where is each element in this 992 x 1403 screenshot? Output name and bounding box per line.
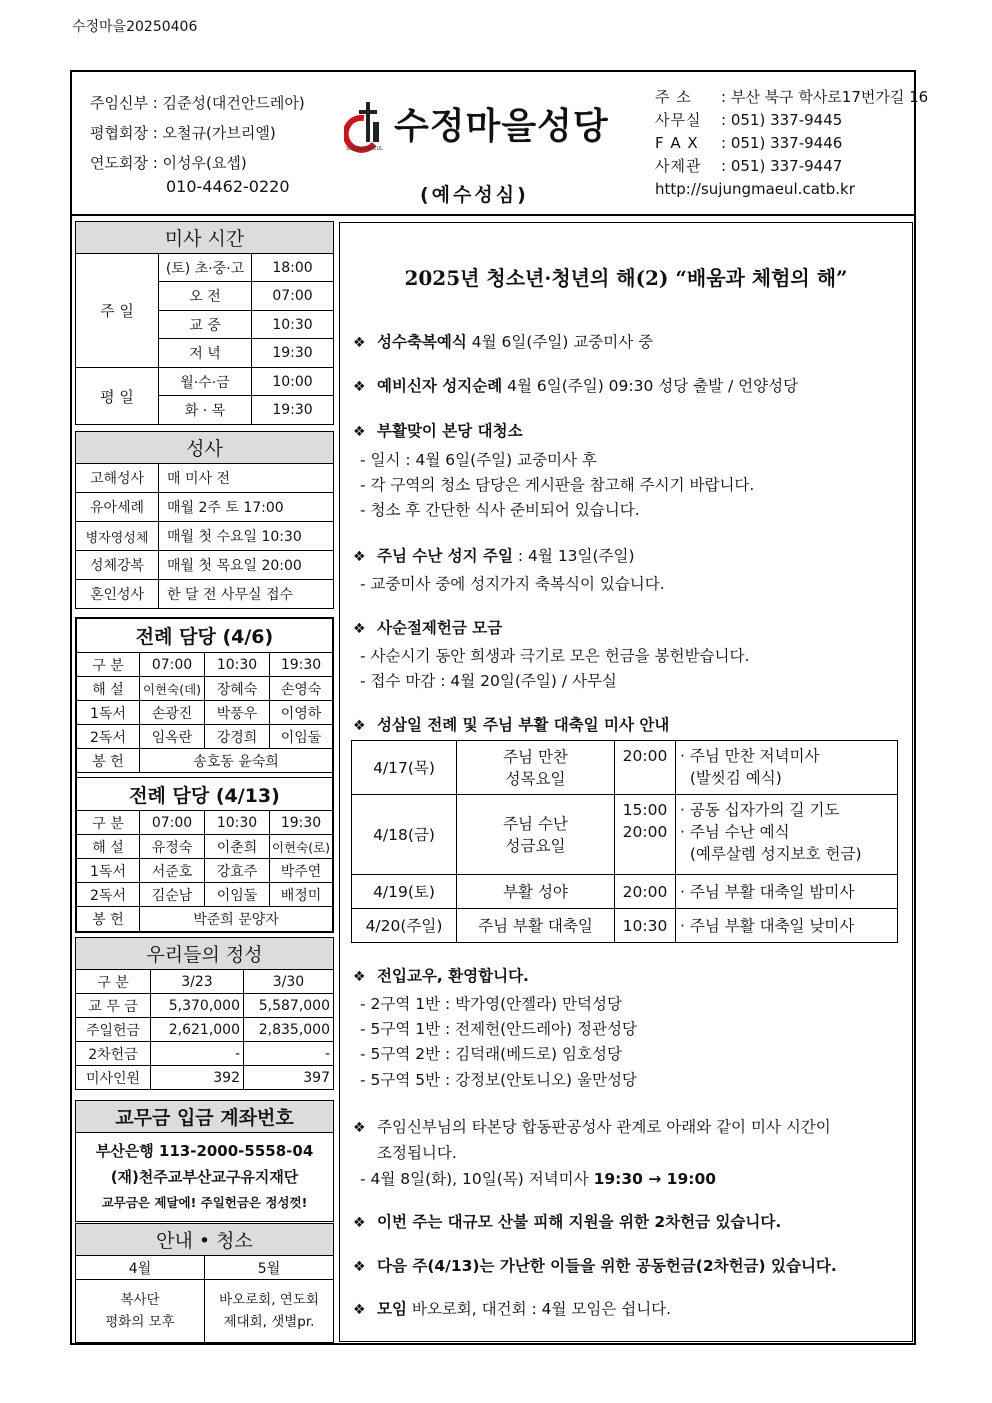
header-divider [70, 214, 916, 216]
account-bank: 부산은행 113-2000-5558-04 [95, 1142, 314, 1160]
diamond-icon: ❖ [353, 969, 366, 985]
notice-text: 4월 6일(주일) 교중미사 중 [466, 333, 654, 351]
office-label: 사무실 [655, 111, 702, 129]
notice-sub: - 접수 마감 : 4월 20일(주일) / 사무실 [360, 672, 617, 690]
liturgy-table-0406 [77, 619, 332, 773]
guide-month: 5월 [205, 1256, 334, 1280]
sched-time [615, 741, 676, 795]
liturgy-cell: 이영하 [270, 701, 333, 725]
offering-label: 미사인원 [76, 1066, 151, 1090]
sched-desc-line: · 공동 십자가의 길 기도 [680, 801, 840, 819]
notice-heading: 전입교우, 환영합니다. [377, 967, 529, 985]
offering-value: 5,370,000 [151, 994, 244, 1018]
offer-label: 봉 헌 [77, 907, 140, 931]
notice-text: 주임신부님의 타본당 합동판공성사 관계로 아래와 같이 미사 시간이 [377, 1118, 831, 1136]
liturgy-cell: 이현숙(로) [270, 835, 333, 859]
diamond-icon: ❖ [353, 1215, 366, 1231]
liturgy-cell: 이임둘 [205, 883, 270, 907]
notice-heading: 이번 주는 대규모 산불 피해 지원을 위한 2차헌금 있습니다. [377, 1213, 782, 1231]
sched-desc-line: (발씻김 예식) [680, 769, 782, 787]
offering-head: 3/23 [151, 970, 244, 994]
council-line: 평협회장 : 오철규(가브리엘) [90, 124, 276, 142]
liturgy-cell: 장혜숙 [205, 677, 270, 701]
elder-line: 연도회장 : 이성우(요셉) [90, 154, 247, 172]
sched-date: 4/18(금) [352, 795, 457, 875]
diamond-icon: ❖ [353, 549, 366, 565]
account-note: 교무금은 제달에! 주일헌금은 정성껏! [101, 1195, 308, 1210]
elder-phone: 010-4462-0220 [166, 177, 290, 196]
sched-time: 20:00 [615, 875, 676, 909]
diamond-icon: ❖ [353, 1120, 366, 1136]
notice-next-week [353, 1254, 837, 1276]
liturgy-cell: 2독서 [77, 725, 140, 749]
offering-value: 397 [244, 1066, 334, 1090]
sunday-label: 주 일 [76, 254, 159, 368]
sched-name-line: 성목요일 [505, 769, 566, 788]
liturgy-head: 구 분 [77, 811, 140, 835]
sched-desc-line: (예루살렘 성지보호 헌금) [680, 845, 862, 863]
notice-sub: - 5구역 5반 : 강정보(안토니오) 울만성당 [360, 1071, 637, 1089]
notice-text: : 4월 13일(주일) [512, 547, 635, 565]
notice-sub [360, 1167, 716, 1189]
header-staff [90, 88, 305, 196]
sched-name-line: 주님 만찬 [503, 747, 568, 766]
office-phone: 051) 337-9445 [730, 111, 843, 129]
mass-title: 미사 시간 [76, 222, 334, 254]
diamond-icon: ❖ [353, 1302, 366, 1318]
sched-date: 4/17(목) [352, 741, 457, 795]
church-logo [344, 96, 644, 156]
liturgy-cell: 임옥란 [140, 725, 205, 749]
sched-date: 4/19(토) [352, 875, 457, 909]
triduum-schedule [351, 740, 898, 943]
sched-date: 4/20(주일) [352, 909, 457, 943]
feast-title: (예수성심) [420, 184, 529, 206]
offering-value: 2,621,000 [151, 1018, 244, 1042]
notice-sub: - 2구역 1반 : 박가영(안젤라) 만덕성당 [360, 995, 622, 1013]
notice-sub: - 일시 : 4월 6일(주일) 교중미사 후 [360, 451, 597, 469]
sacrament-name: 성체강복 [76, 551, 159, 580]
offering-label: 2차헌금 [76, 1042, 151, 1066]
guide-table [75, 1223, 334, 1343]
guide-item: 제대회, 샛별pr. [223, 1314, 315, 1330]
liturgy-cell: 손광진 [140, 701, 205, 725]
notice-triduum [353, 713, 669, 735]
mass-name: 교 중 [159, 311, 252, 339]
diamond-icon: ❖ [353, 718, 366, 734]
offering-value: 2,835,000 [244, 1018, 334, 1042]
notice-sub: - 청소 후 간단한 식사 준비되어 있습니다. [360, 501, 640, 519]
diamond-icon: ❖ [353, 1259, 366, 1275]
offer-names: 송호동 윤숙희 [140, 749, 333, 773]
liturgy-head: 19:30 [270, 811, 333, 835]
liturgy-title: 전례 담당 (4/13) [77, 778, 332, 811]
offering-label: 주일헌금 [76, 1018, 151, 1042]
mass-time: 10:00 [252, 368, 334, 396]
sched-desc [676, 795, 898, 875]
notice-cleaning [353, 419, 523, 441]
notice-text: 4월 6일(주일) 09:30 성당 출발 / 언양성당 [502, 377, 799, 395]
notice-heading: 사순절제헌금 모금 [377, 619, 503, 637]
mass-name: 저 녁 [159, 339, 252, 368]
weekday-label: 평 일 [76, 368, 159, 425]
liturgy-cell: 박풍우 [205, 701, 270, 725]
offering-value: - [151, 1042, 244, 1066]
notice-heading: 다음 주(4/13)는 가난한 이들을 위한 공동헌금(2차헌금) 있습니다. [377, 1257, 837, 1275]
notice-holy-water [353, 330, 653, 352]
guide-item: 복사단 [120, 1292, 160, 1308]
mass-time: 18:00 [252, 254, 334, 282]
rectory-phone: 051) 337-9447 [730, 157, 843, 175]
account-title: 교무금 입금 계좌번호 [76, 1101, 334, 1133]
liturgy-head: 19:30 [270, 653, 333, 677]
notice-palm-sunday [353, 544, 635, 566]
liturgy-cell: 손영숙 [270, 677, 333, 701]
sacrament-value: 매월 2주 토 17:00 [159, 493, 334, 522]
liturgy-cell: 이춘희 [205, 835, 270, 859]
sacrament-name: 고해성사 [76, 464, 159, 493]
liturgy-cell: 박주연 [270, 859, 333, 883]
notice-sub-text: - 4월 8일(화), 10일(목) 저녁미사 [360, 1170, 594, 1188]
sched-name [457, 795, 615, 875]
announcement-title: 2025년 청소년·청년의 해(2) “배움과 체험의 해” [404, 266, 848, 290]
liturgy-head: 구 분 [77, 653, 140, 677]
mass-time: 10:30 [252, 311, 334, 339]
sacrament-name: 혼인성사 [76, 580, 159, 609]
guide-april [76, 1280, 205, 1343]
sched-name-line: 주님 수난 [503, 814, 568, 833]
liturgy-cell: 이임둘 [270, 725, 333, 749]
notice-sub-bold: 19:30 → 19:00 [593, 1170, 717, 1188]
liturgy-cell: 강효주 [205, 859, 270, 883]
notice-sub: - 5구역 1반 : 전제헌(안드레아) 정관성당 [360, 1020, 637, 1038]
sched-desc-line: · 주님 만찬 저녁미사 [680, 747, 820, 765]
liturgy-cell: 해 설 [77, 835, 140, 859]
offering-value: - [244, 1042, 334, 1066]
liturgy-cell: 유정숙 [140, 835, 205, 859]
liturgy-head: 07:00 [140, 811, 205, 835]
guide-month: 4월 [76, 1256, 205, 1280]
notice-wildfire [353, 1210, 781, 1232]
mass-time-table [75, 221, 334, 425]
mass-time: 19:30 [252, 339, 334, 368]
mass-name: (토) 초·중·고 [159, 254, 252, 282]
logo-small-text: SUJUNGMAEUL [346, 146, 383, 152]
sched-time: 10:30 [615, 909, 676, 943]
liturgy-title: 전례 담당 (4/6) [77, 619, 332, 653]
notice-text-cont: 조정됩니다. [377, 1144, 457, 1162]
address-label: 주 소 [655, 88, 692, 106]
sched-name-line: 성금요일 [505, 836, 566, 855]
diamond-icon: ❖ [353, 335, 366, 351]
guide-title: 안내 • 청소 [76, 1224, 334, 1256]
sacrament-value: 한 달 전 사무실 접수 [159, 580, 334, 609]
sched-time-line: 20:00 [622, 823, 668, 841]
notice-sub: - 교중미사 중에 성지가지 축복식이 있습니다. [360, 575, 665, 593]
sacrament-value: 매월 첫 목요일 20:00 [159, 551, 334, 580]
liturgy-cell: 서준호 [140, 859, 205, 883]
liturgy-cell: 1독서 [77, 701, 140, 725]
sched-name [457, 741, 615, 795]
sched-desc-line: · 주님 수난 예식 [680, 823, 790, 841]
notice-text: 바오로회, 대건회 : 4월 모임은 쉽니다. [406, 1300, 672, 1318]
liturgy-cell: 해 설 [77, 677, 140, 701]
sacrament-name: 병자영성체 [76, 522, 159, 551]
sched-desc: · 주님 부활 대축일 밤미사 [676, 875, 898, 909]
notice-mass-change [353, 1115, 831, 1137]
fax-number: 051) 337-9446 [730, 134, 843, 152]
notice-heading: 부활맞이 본당 대청소 [377, 422, 523, 440]
notice-new-members [353, 964, 529, 986]
offering-table [75, 937, 334, 1090]
offering-value: 392 [151, 1066, 244, 1090]
liturgy-head: 10:30 [205, 811, 270, 835]
account-body [76, 1133, 334, 1222]
guide-may [205, 1280, 334, 1343]
sacrament-value: 매 미사 전 [159, 464, 334, 493]
notice-heading: 성삼일 전례 및 주님 부활 대축일 미사 안내 [377, 716, 670, 734]
sched-name: 부활 성야 [457, 875, 615, 909]
account-table [75, 1100, 334, 1222]
sched-time [615, 795, 676, 875]
offering-label: 교 무 금 [76, 994, 151, 1018]
notice-sub: - 사순시기 동안 희생과 극기로 모은 헌금을 봉헌받습니다. [360, 647, 750, 665]
notice-heading: 모임 [377, 1300, 407, 1318]
priest-line: 주임신부 : 김준성(대건안드레아) [90, 94, 305, 112]
offering-title: 우리들의 정성 [76, 938, 334, 970]
diamond-icon: ❖ [353, 621, 366, 637]
sacrament-title: 성사 [76, 432, 334, 464]
offering-head: 3/30 [244, 970, 334, 994]
sched-desc [676, 741, 898, 795]
diamond-icon: ❖ [353, 379, 366, 395]
notice-lent-offering [353, 616, 502, 638]
sched-time-line: 15:00 [622, 801, 668, 819]
guide-item: 평화의 모후 [105, 1314, 175, 1330]
sacrament-table [75, 431, 334, 609]
fax-label: F A X [655, 134, 699, 152]
diamond-icon: ❖ [353, 424, 366, 440]
mass-time: 19:30 [252, 396, 334, 425]
website-link[interactable]: http://sujungmaeul.catb.kr [655, 180, 855, 198]
offering-head: 구 분 [76, 970, 151, 994]
sacrament-name: 유아세례 [76, 493, 159, 522]
church-name: 수정마을성당 [394, 106, 609, 147]
mass-name: 오 전 [159, 282, 252, 311]
header-contact: 주 소 : 부산 북구 학사로17번가길 16 사무실 : 051) 337-9445 F A X : 051) 337-9446 사제관 : 051) 337-9447 http://sujungmaeul.catb.kr [655, 86, 928, 201]
sched-desc: · 주님 부활 대축일 낮미사 [676, 909, 898, 943]
mass-time: 07:00 [252, 282, 334, 311]
account-holder: (재)천주교부산교구유지재단 [110, 1168, 299, 1186]
notice-heading: 성수축복예식 [377, 333, 467, 351]
liturgy-cell: 김순남 [140, 883, 205, 907]
notice-heading: 주님 수난 성지 주일 [377, 547, 513, 565]
liturgy-cell: 2독서 [77, 883, 140, 907]
notice-sub: - 각 구역의 청소 담당은 게시판을 참고해 주시기 바랍니다. [360, 476, 755, 494]
mass-name: 월·수·금 [159, 368, 252, 396]
address: 부산 북구 학사로17번가길 16 [730, 88, 929, 106]
guide-item: 바오로회, 연도회 [219, 1292, 319, 1308]
notice-pilgrimage [353, 374, 798, 396]
liturgy-cell: 이현숙(데) [140, 677, 205, 701]
notice-meetings [353, 1297, 671, 1319]
liturgy-head: 07:00 [140, 653, 205, 677]
liturgy-cell: 배정미 [270, 883, 333, 907]
sched-name: 주님 부활 대축일 [457, 909, 615, 943]
notice-sub: - 5구역 2반 : 김덕래(베드로) 임호성당 [360, 1045, 622, 1063]
notice-heading: 예비신자 성지순례 [377, 377, 503, 395]
liturgy-cell: 1독서 [77, 859, 140, 883]
offer-names: 박준희 문양자 [140, 907, 333, 931]
offering-value: 5,587,000 [244, 994, 334, 1018]
offer-label: 봉 헌 [77, 749, 140, 773]
document-id: 수정마을20250406 [72, 19, 198, 35]
liturgy-table-0413 [77, 777, 332, 931]
mass-name: 화 · 목 [159, 396, 252, 425]
rectory-label: 사제관 [655, 157, 702, 175]
sched-time-line: 20:00 [622, 747, 668, 765]
liturgy-cell: 강경희 [205, 725, 270, 749]
sacrament-value: 매월 첫 수요일 10:30 [159, 522, 334, 551]
liturgy-head: 10:30 [205, 653, 270, 677]
